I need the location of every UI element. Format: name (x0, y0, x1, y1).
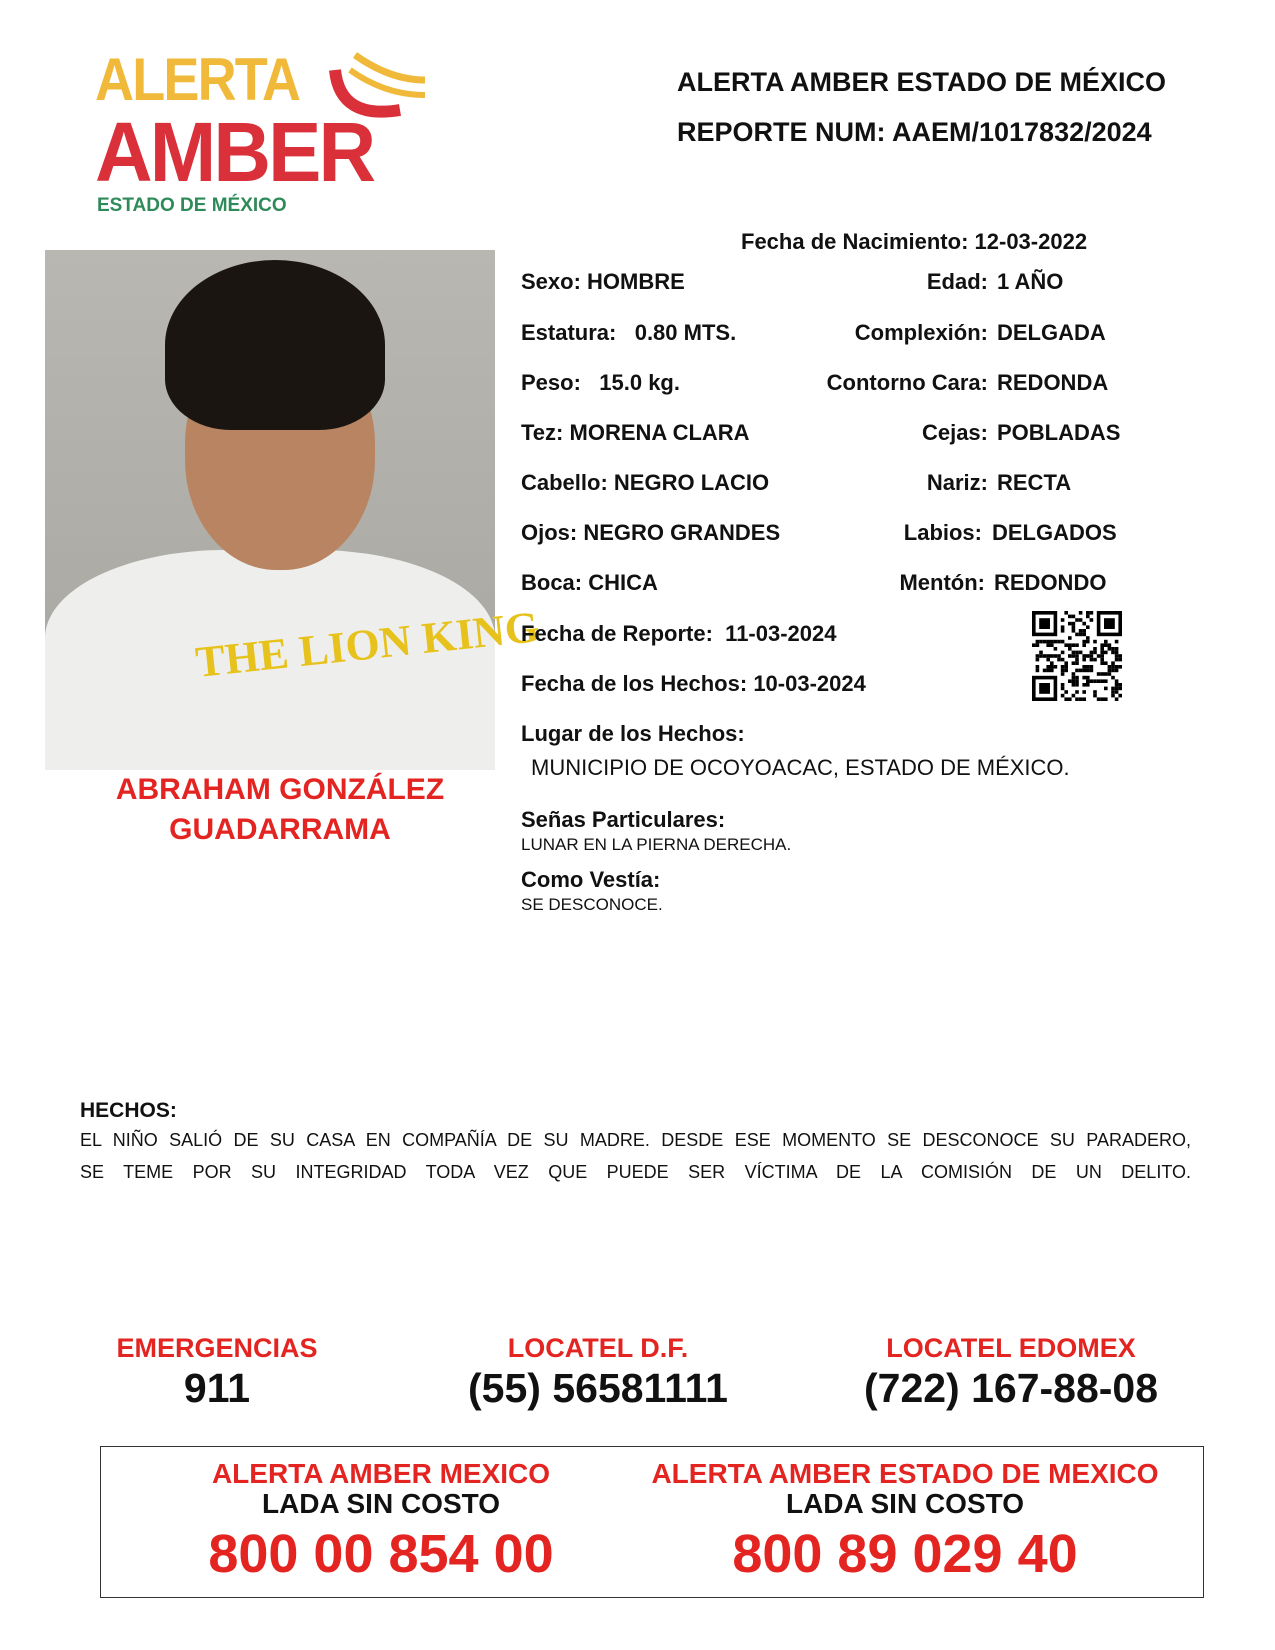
menton-label: Mentón: (899, 570, 985, 595)
phone-emergencias: EMERGENCIAS 911 (17, 1332, 417, 1412)
lada-mexico: ALERTA AMBER MEXICO LADA SIN COSTO 800 00 854 00 (101, 1459, 661, 1589)
child-name-line1: ABRAHAM GONZÁLEZ (115, 773, 445, 806)
shirt-print: THE LION KING (193, 602, 542, 687)
lada-box (100, 1446, 1204, 1598)
hechos-line2: SE TEME POR SU INTEGRIDAD TODA VEZ QUE PUEDE SER VÍCTIMA DE LA COMISIÓN DE UN DELITO. (80, 1162, 1191, 1182)
vestia-value: SE DESCONOCE. (521, 895, 663, 914)
hechos-label: HECHOS: (80, 1099, 177, 1122)
lada-number[interactable]: 800 89 029 40 (732, 1524, 1078, 1584)
tez-field: Tez: MORENA CLARA (521, 420, 750, 445)
lada-number[interactable]: 800 00 854 00 (208, 1524, 554, 1584)
child-name-line2: GUADARRAMA (169, 813, 391, 846)
edad-label: Edad: (926, 269, 988, 294)
cabello-field: Cabello: NEGRO LACIO (521, 470, 770, 495)
complexion-value: DELGADA (997, 320, 1106, 345)
estatura-field: Estatura: 0.80 MTS. (521, 320, 737, 345)
cejas-label: Cejas: (921, 420, 988, 445)
edad-value: 1 AÑO (997, 269, 1064, 294)
fecha-hechos-field: Fecha de los Hechos: 10-03-2024 (521, 671, 866, 696)
labios-label: Labios: (903, 520, 982, 545)
vestia-label: Como Vestía: (521, 867, 661, 892)
logo-line3: ESTADO DE MÉXICO (97, 195, 287, 216)
cara-value: REDONDA (997, 370, 1109, 395)
phone-number[interactable]: (55) 56581111 (468, 1365, 728, 1411)
header-title: ALERTA AMBER ESTADO DE MÉXICO (677, 67, 1167, 97)
phone-number[interactable]: 911 (183, 1365, 251, 1411)
birthdate-field: Fecha de Nacimiento: 12-03-2022 (741, 229, 1088, 254)
alerta-amber-logo (95, 46, 425, 220)
phone-locatel-df: LOCATEL D.F. (55) 56581111 (398, 1332, 798, 1412)
nariz-value: RECTA (997, 470, 1072, 495)
menton-value: REDONDO (994, 570, 1107, 595)
cara-label: Contorno Cara: (826, 370, 988, 395)
ojos-field: Ojos: NEGRO GRANDES (521, 520, 781, 545)
phone-locatel-edomex: LOCATEL EDOMEX (722) 167-88-08 (796, 1332, 1226, 1412)
lugar-label: Lugar de los Hechos: (521, 721, 745, 746)
sexo-field: Sexo: HOMBRE (521, 269, 685, 294)
hechos-line1: EL NIÑO SALIÓ DE SU CASA EN COMPAÑÍA DE SU MADRE. DESDE ESE MOMENTO SE DESCONOCE SU PARADERO, (80, 1130, 1191, 1150)
complexion-label: Complexión: (854, 320, 988, 345)
boca-field: Boca: CHICA (521, 570, 658, 595)
lada-edomex: ALERTA AMBER ESTADO DE MEXICO LADA SIN COSTO 800 89 029 40 (625, 1459, 1185, 1589)
labios-value: DELGADOS (992, 520, 1117, 545)
nariz-label: Nariz: (926, 470, 988, 495)
phone-number[interactable]: (722) 167-88-08 (863, 1365, 1159, 1411)
senas-value: LUNAR EN LA PIERNA DERECHA. (521, 835, 792, 854)
logo-line2: AMBER (95, 105, 374, 199)
lugar-value: MUNICIPIO DE OCOYOACAC, ESTADO DE MÉXICO. (531, 755, 1070, 780)
peso-field: Peso: 15.0 kg. (521, 370, 680, 395)
fecha-reporte-field: Fecha de Reporte: 11-03-2024 (521, 621, 837, 646)
logo-line1: ALERTA (95, 46, 300, 113)
child-photo (45, 250, 542, 750)
cejas-value: POBLADAS (997, 420, 1121, 445)
report-number: REPORTE NUM: AAEM/1017832/2024 (677, 117, 1152, 147)
senas-label: Señas Particulares: (521, 807, 726, 832)
qr-code-icon[interactable] (1031, 611, 1123, 701)
